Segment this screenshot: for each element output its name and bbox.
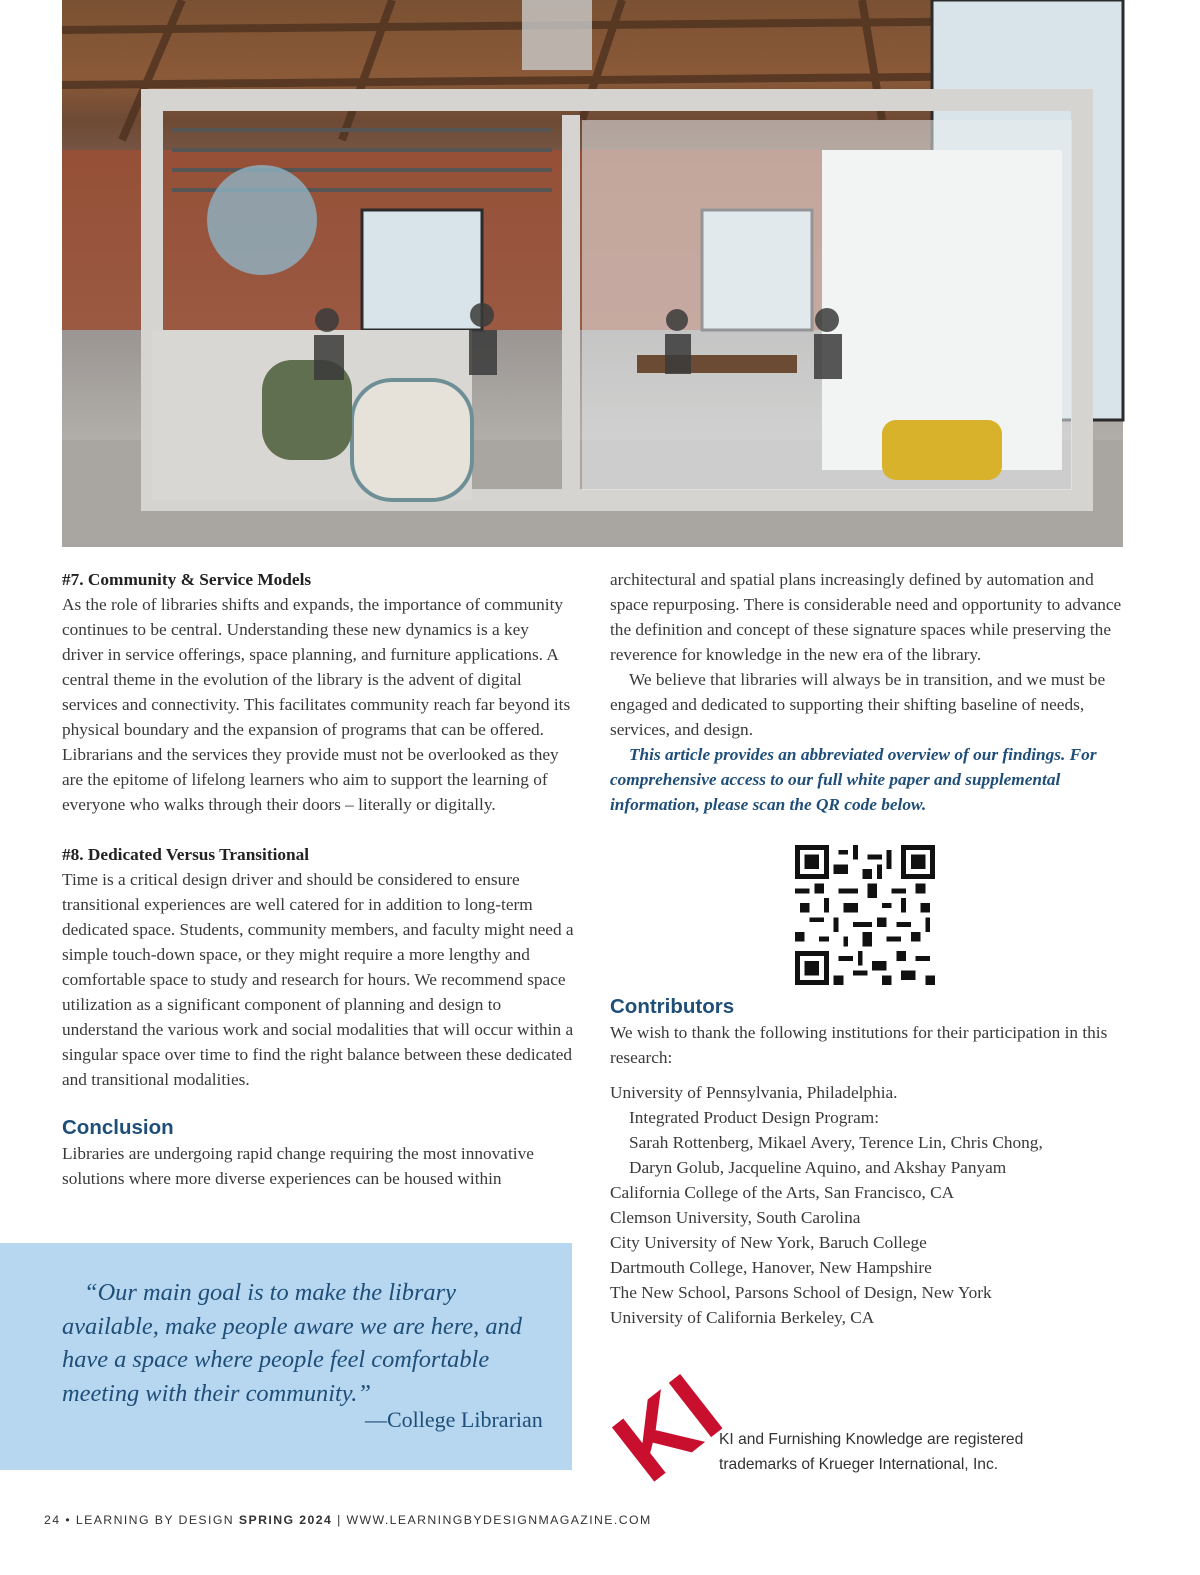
page-number: 24 [44,1513,61,1527]
pull-quote-text: “Our main goal is to make the library available, make people aware we are here, and have a space where people feel comfortable meeting with their community.” [62,1279,522,1407]
transition-paragraph: We believe that libraries will always be in transition, and we must be engaged and dedicated to supporting their shifting baseline of needs, services, and design. [610,670,1106,739]
ki-logo [593,1353,742,1504]
institution-item: Dartmouth College, Hanover, New Hampshire [610,1258,932,1277]
website-link[interactable]: WWW.LEARNINGBYDESIGNMAGAZINE.COM [346,1513,652,1527]
magazine-name: LEARNING BY DESIGN [75,1513,235,1527]
section-7-heading: #7. Community & Service Models [62,570,312,589]
ki-logo-text: KI [593,1353,742,1504]
institution-item: Clemson University, South Carolina [610,1208,861,1227]
issue-label: SPRING 2024 [238,1513,333,1527]
hero-photo [62,0,1123,547]
section-8-body: Time is a critical design driver and should be considered to ensure transitional experiences are well catered for in addition to long-term dedicated space. Students, community members, and faculty might need a simple touch-down space, or they might require a more lengthy and comfortable space to study and research for hours. We recommend space utilization as a significant component of planning and design to understand the various work and social modalities that will occur within a singular space over time to find the right balance between these dedicated and transitional modalities. [62,870,574,1089]
section-8-heading: #8. Dedicated Versus Transitional [62,845,310,864]
institution-item: California College of the Arts, San Francisco, CA [610,1183,955,1202]
footer-bullet: • [65,1513,72,1527]
pull-quote-attribution: —College Librarian [365,1407,543,1432]
people-line-2: Daryn Golub, Jacqueline Aquino, and Akshay Panyam [629,1158,1007,1177]
section-7-body: As the role of libraries shifts and expands, the importance of community continues to be central. Understanding these new dynamics is a key driver in service offerings, space planning, and furniture applications. A central theme in the evolution of the library is the advent of digital services and connectivity. This facilitates community reach far beyond its physical boundary and the expansion of programs that can be offered. Librarians and the services they provide must not be overlooked as they are the epitome of lifelong learners who aim to support the learning of everyone who walks through their doors – literally or digitally. [62,595,571,814]
conclusion-heading: Conclusion [62,1116,174,1139]
institution-item: University of California Berkeley, CA [610,1308,875,1327]
page-footer [44,1513,652,1527]
people-line-1: Sarah Rottenberg, Mikael Avery, Terence Lin, Chris Chong, [629,1133,1043,1152]
qr-code[interactable] [795,845,935,985]
left-column [62,567,574,1191]
continuation-paragraph: architectural and spatial plans increasingly defined by automation and space repurposing. There is considerable need and opportunity to advance the definition and concept of these signature spaces while preserving the reverence for knowledge in the new era of the library. [610,570,1122,664]
qr-callout: This article provides an abbreviated overview of our findings. For comprehensive access to our full white paper and supplemental information, please scan the QR code below. [610,745,1097,814]
conclusion-body: Libraries are undergoing rapid change requiring the most innovative solutions where more diverse experiences can be housed within [62,1144,534,1188]
institution-upenn: University of Pennsylvania, Philadelphia. [610,1083,898,1102]
footer-separator: | [337,1513,342,1527]
contributors-heading: Contributors [610,995,735,1018]
trademark-note: KI and Furnishing Knowledge are registered trademarks of Krueger International, Inc. [719,1431,1024,1473]
program-name: Integrated Product Design Program: [629,1108,880,1127]
institution-item: City University of New York, Baruch College [610,1233,927,1252]
contributors-intro: We wish to thank the following institutions for their participation in this research: [610,1023,1108,1067]
library-pod-illustration [62,0,1123,547]
institution-item: The New School, Parsons School of Design, New York [610,1283,992,1302]
